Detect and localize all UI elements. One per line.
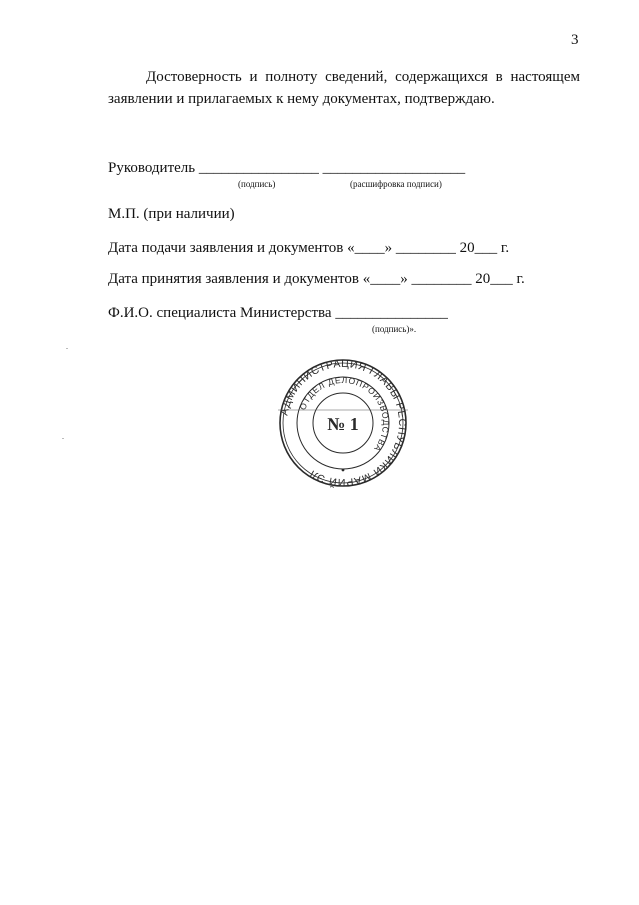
confirmation-paragraph: Достоверность и полноту сведений, содержащихся в настоящем заявлении и прилагаемых к нему документах, подтверждаю. (108, 69, 580, 107)
scan-speck (62, 438, 64, 439)
stamp-inner-text-path: ОТДЕЛ ДЕЛОПРОИЗВОДСТВА (297, 374, 392, 454)
submission-date-line: Дата подачи заявления и документов «____» ________ 20___ г. (108, 240, 510, 256)
official-stamp (278, 358, 408, 488)
signature-caption: (подпись) (238, 179, 276, 189)
seal-place-line: М.П. (при наличии) (108, 206, 235, 222)
specialist-signature-caption: (подпись)». (372, 324, 417, 334)
stamp-star-mark (342, 469, 345, 472)
scan-speck (66, 348, 68, 349)
page-number: 3 (571, 32, 579, 48)
acceptance-date-line: Дата принятия заявления и документов «____» ________ 20___ г. (108, 271, 525, 287)
stamp-number: № 1 (327, 414, 359, 434)
specialist-signature-line: Ф.И.О. специалиста Министерства _______________ (108, 305, 448, 321)
signature-decoding-caption: (расшифровка подписи) (350, 179, 442, 189)
head-signature-line: Руководитель ________________ ___________________ (108, 160, 466, 176)
stamp-outer-text-path: АДМИНИСТРАЦИЯ ГЛАВЫ РЕСПУБЛИКИ МАРИЙ ЭЛ (278, 358, 408, 488)
